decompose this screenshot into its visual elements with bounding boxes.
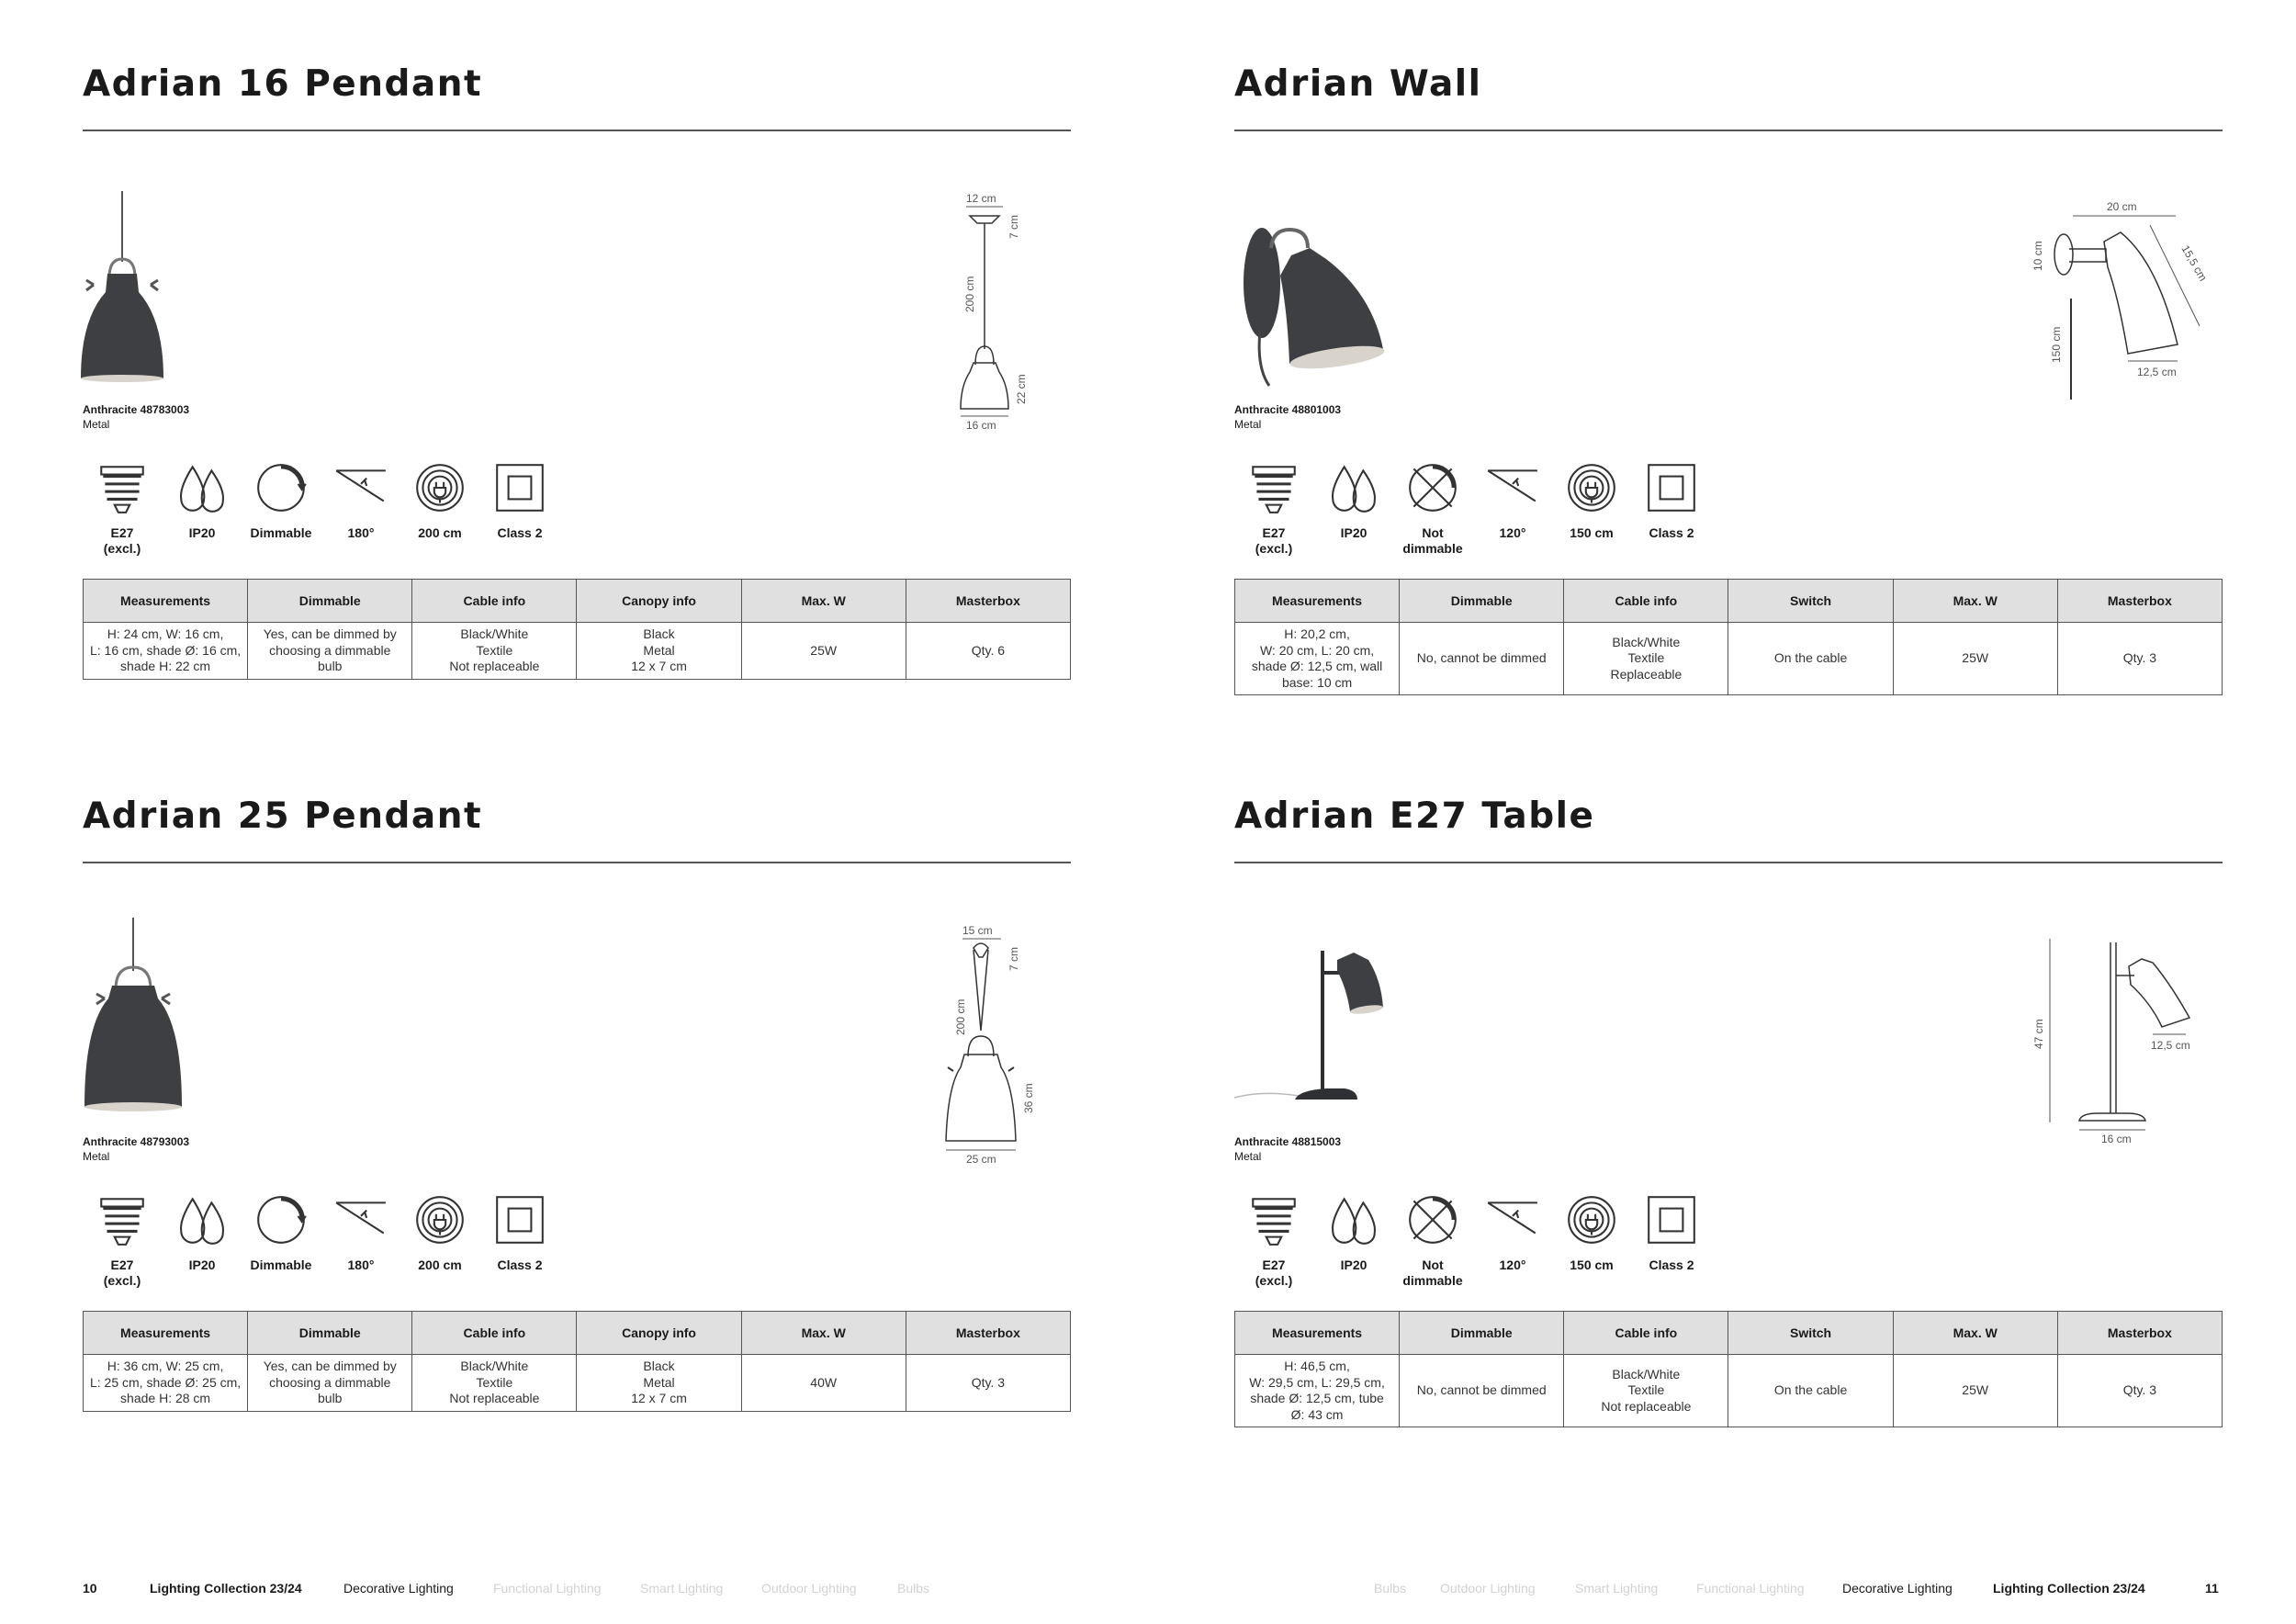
product-variant: Anthracite 48783003 — [83, 403, 190, 416]
cable-plug-icon — [1563, 459, 1620, 516]
feature-cable — [1552, 459, 1631, 541]
spec-header: Switch — [1728, 1312, 1893, 1355]
dim-top-label: 15 cm — [962, 924, 993, 937]
product-title: Adrian 25 Pendant — [83, 795, 483, 837]
title-divider — [1234, 862, 2223, 863]
product-caption — [83, 402, 189, 432]
class2-icon — [1643, 1191, 1700, 1248]
spec-cell: H: 46,5 cm, W: 29,5 cm, L: 29,5 cm, shade Ø: 12,5 cm, tube Ø: 43 cm — [1235, 1355, 1400, 1427]
nav-link-smart[interactable]: Smart Lighting — [1575, 1581, 1659, 1596]
not-dimmable-icon — [1404, 1191, 1461, 1248]
feature-e27 — [83, 1191, 162, 1289]
feature-label: Dimmable — [250, 525, 312, 540]
spec-header-row — [84, 580, 1071, 623]
spec-header: Cable info — [412, 580, 577, 623]
spec-row — [84, 1355, 1071, 1412]
collection-title: Lighting Collection 23/24 — [1993, 1581, 2145, 1596]
feature-dimmable — [242, 459, 321, 541]
dimension-drawing — [2024, 939, 2208, 1159]
spec-header: Max. W — [1893, 1312, 2057, 1355]
feature-e27 — [83, 459, 162, 557]
spec-cell: Qty. 3 — [906, 1355, 1070, 1412]
nav-link-bulbs[interactable]: Bulbs — [1374, 1581, 1407, 1596]
cable-plug-icon — [1563, 1191, 1620, 1248]
title-divider — [83, 130, 1071, 131]
spec-cell: Yes, can be dimmed by choosing a dimmable bulb — [248, 1355, 412, 1412]
spec-header: Masterbox — [906, 1312, 1070, 1355]
feature-label: Not dimmable — [1402, 525, 1463, 556]
product-photo — [1234, 907, 1427, 1127]
rotation-angle-icon — [1484, 459, 1541, 516]
spec-header-row — [84, 1312, 1071, 1355]
feature-label: 200 cm — [418, 1257, 462, 1272]
spec-cell: Black/White Textile Not replaceable — [1564, 1355, 1728, 1427]
title-divider — [1234, 130, 2223, 131]
spec-header: Max. W — [741, 1312, 906, 1355]
spec-header: Measurements — [84, 1312, 248, 1355]
e27-bulb-icon — [94, 1191, 151, 1248]
spec-header: Dimmable — [1400, 1312, 1564, 1355]
nav-link-outdoor[interactable]: Outdoor Lighting — [761, 1581, 857, 1596]
spec-cell: 25W — [1893, 623, 2057, 695]
feature-cable — [400, 459, 479, 541]
nav-link-functional[interactable]: Functional Lighting — [493, 1581, 602, 1596]
feature-label: Class 2 — [497, 525, 543, 540]
product-adrian-wall — [1234, 0, 2223, 690]
class2-icon — [491, 1191, 548, 1248]
product-adrian-e27-table — [1234, 732, 2223, 1422]
product-caption — [83, 1134, 189, 1164]
product-material: Metal — [83, 1150, 110, 1163]
ip20-drops-icon — [174, 459, 231, 516]
spec-header: Masterbox — [2057, 580, 2222, 623]
dim-canopy-label: 7 cm — [1007, 946, 1020, 971]
title-divider — [83, 862, 1071, 863]
dimension-drawing — [2020, 197, 2210, 409]
spec-cell: On the cable — [1728, 623, 1893, 695]
cable-plug-icon — [411, 1191, 468, 1248]
feature-class2 — [480, 1191, 559, 1273]
product-title: Adrian E27 Table — [1234, 795, 1595, 837]
feature-label: 200 cm — [418, 525, 462, 540]
feature-ip20 — [1314, 459, 1393, 541]
feature-angle — [321, 1191, 400, 1273]
feature-label: Class 2 — [497, 1257, 543, 1272]
product-photo — [1234, 175, 1427, 395]
spec-header: Max. W — [741, 580, 906, 623]
feature-label: IP20 — [1340, 525, 1367, 540]
product-photo — [83, 907, 276, 1127]
spec-cell: H: 36 cm, W: 25 cm, L: 25 cm, shade Ø: 25 cm, shade H: 28 cm — [84, 1355, 248, 1412]
spec-header: Max. W — [1893, 580, 2057, 623]
e27-bulb-icon — [1245, 1191, 1302, 1248]
dim-height-label: 47 cm — [2032, 1019, 2045, 1049]
page-number: 10 — [83, 1581, 97, 1596]
dim-width-label: 20 cm — [2107, 200, 2137, 213]
feature-label: E27 (excl.) — [103, 525, 141, 556]
product-title: Adrian Wall — [1234, 63, 1482, 105]
class2-icon — [1643, 459, 1700, 516]
product-adrian-25-pendant — [83, 732, 1071, 1403]
feature-label: E27 (excl.) — [103, 1257, 141, 1288]
e27-bulb-icon — [94, 459, 151, 516]
feature-ip20 — [163, 459, 242, 541]
feature-e27 — [1234, 459, 1313, 557]
nav-link-functional[interactable]: Functional Lighting — [1696, 1581, 1805, 1596]
dim-top-label: 12 cm — [966, 192, 996, 205]
spec-table — [83, 579, 1071, 680]
spec-header: Dimmable — [248, 580, 412, 623]
feature-class2 — [1632, 1191, 1711, 1273]
spec-cell: Qty. 3 — [2057, 623, 2222, 695]
dimension-drawing — [928, 188, 1047, 436]
dim-depth-label: 10 cm — [2032, 241, 2044, 271]
ip20-drops-icon — [1325, 459, 1382, 516]
spec-cell: No, cannot be dimmed — [1400, 1355, 1564, 1427]
spec-cell: Qty. 6 — [906, 623, 1070, 680]
feature-dimmable — [242, 1191, 321, 1273]
product-material: Metal — [83, 418, 110, 431]
feature-class2 — [480, 459, 559, 541]
not-dimmable-icon — [1404, 459, 1461, 516]
product-variant: Anthracite 48793003 — [83, 1135, 190, 1148]
nav-link-decorative[interactable]: Decorative Lighting — [1842, 1581, 1953, 1596]
dim-shade-label: 12,5 cm — [2151, 1039, 2190, 1052]
spec-cell: H: 20,2 cm, W: 20 cm, L: 20 cm, shade Ø: 12,5 cm, wall base: 10 cm — [1235, 623, 1400, 695]
feature-label: IP20 — [188, 525, 216, 540]
feature-ip20 — [163, 1191, 242, 1273]
dim-shade-label: 22 cm — [1015, 374, 1028, 404]
spec-header-row — [1235, 580, 2223, 623]
spec-cell: 25W — [1893, 1355, 2057, 1427]
product-caption — [1234, 1134, 1341, 1164]
dim-shade-label: 36 cm — [1022, 1083, 1035, 1113]
spec-cell: H: 24 cm, W: 16 cm, L: 16 cm, shade Ø: 16 cm, shade H: 22 cm — [84, 623, 248, 680]
nav-link-smart[interactable]: Smart Lighting — [640, 1581, 724, 1596]
nav-link-decorative[interactable]: Decorative Lighting — [343, 1581, 454, 1596]
spec-header: Masterbox — [906, 580, 1070, 623]
spec-row — [84, 623, 1071, 680]
spec-cell: Yes, can be dimmed by choosing a dimmable bulb — [248, 623, 412, 680]
feature-label: Not dimmable — [1402, 1257, 1463, 1288]
feature-angle — [1473, 1191, 1552, 1273]
feature-label: 150 cm — [1570, 1257, 1614, 1272]
spec-cell: Black/White Textile Not replaceable — [412, 623, 577, 680]
feature-label: E27 (excl.) — [1255, 1257, 1293, 1288]
dim-canopy-label: 7 cm — [1007, 214, 1020, 239]
spec-header: Cable info — [412, 1312, 577, 1355]
product-variant: Anthracite 48815003 — [1234, 1135, 1342, 1148]
feature-label: IP20 — [188, 1257, 216, 1272]
spec-header: Switch — [1728, 580, 1893, 623]
feature-class2 — [1632, 459, 1711, 541]
product-material: Metal — [1234, 1150, 1262, 1163]
nav-link-bulbs[interactable]: Bulbs — [897, 1581, 930, 1596]
product-adrian-16-pendant — [83, 0, 1071, 671]
product-variant: Anthracite 48801003 — [1234, 403, 1342, 416]
product-photo — [83, 175, 276, 395]
feature-label: Dimmable — [250, 1257, 312, 1272]
feature-label: 180° — [347, 1257, 375, 1272]
page-number: 11 — [2205, 1581, 2219, 1596]
feature-angle — [1473, 459, 1552, 541]
feature-label: 150 cm — [1570, 525, 1614, 540]
spec-table — [1234, 1311, 2223, 1427]
dimmable-icon — [253, 1191, 310, 1248]
feature-angle — [321, 459, 400, 541]
spec-row — [1235, 1355, 2223, 1427]
spec-cell: 40W — [741, 1355, 906, 1412]
spec-header: Masterbox — [2057, 1312, 2222, 1355]
spec-table — [1234, 579, 2223, 695]
feature-label: Class 2 — [1649, 525, 1694, 540]
feature-cable — [400, 1191, 479, 1273]
product-material: Metal — [1234, 418, 1262, 431]
spec-header: Dimmable — [1400, 580, 1564, 623]
dim-width-label: 16 cm — [966, 419, 996, 432]
dim-cable-label: 150 cm — [2050, 326, 2063, 363]
rotation-angle-icon — [332, 459, 389, 516]
spec-cell: On the cable — [1728, 1355, 1893, 1427]
ip20-drops-icon — [1325, 1191, 1382, 1248]
feature-label: IP20 — [1340, 1257, 1367, 1272]
dim-shade-label: 12,5 cm — [2137, 366, 2177, 378]
class2-icon — [491, 459, 548, 516]
dim-cable-label: 200 cm — [963, 276, 976, 312]
spec-table — [83, 1311, 1071, 1412]
feature-label: 120° — [1499, 525, 1526, 540]
product-caption — [1234, 402, 1341, 432]
spec-header: Measurements — [1235, 580, 1400, 623]
product-title: Adrian 16 Pendant — [83, 63, 483, 105]
spec-cell: Qty. 3 — [2057, 1355, 2222, 1427]
rotation-angle-icon — [1484, 1191, 1541, 1248]
feature-not-dimmable — [1393, 459, 1472, 557]
spec-cell: 25W — [741, 623, 906, 680]
feature-e27 — [1234, 1191, 1313, 1289]
dimmable-icon — [253, 459, 310, 516]
spec-row — [1235, 623, 2223, 695]
ip20-drops-icon — [174, 1191, 231, 1248]
spec-cell: No, cannot be dimmed — [1400, 623, 1564, 695]
spec-header: Measurements — [1235, 1312, 1400, 1355]
spec-cell: Black Metal 12 x 7 cm — [577, 623, 741, 680]
dim-width-label: 25 cm — [966, 1153, 996, 1166]
feature-cable — [1552, 1191, 1631, 1273]
feature-label: Class 2 — [1649, 1257, 1694, 1272]
spec-cell: Black Metal 12 x 7 cm — [577, 1355, 741, 1412]
spec-header-row — [1235, 1312, 2223, 1355]
collection-title: Lighting Collection 23/24 — [150, 1581, 302, 1596]
dim-base-label: 16 cm — [2101, 1133, 2132, 1145]
rotation-angle-icon — [332, 1191, 389, 1248]
dim-diag-label: 15,5 cm — [2178, 242, 2210, 284]
feature-label: E27 (excl.) — [1255, 525, 1293, 556]
spec-header: Measurements — [84, 580, 248, 623]
nav-link-outdoor[interactable]: Outdoor Lighting — [1440, 1581, 1536, 1596]
spec-header: Cable info — [1564, 580, 1728, 623]
dim-cable-label: 200 cm — [954, 998, 967, 1035]
e27-bulb-icon — [1245, 459, 1302, 516]
cable-plug-icon — [411, 459, 468, 516]
spec-cell: Black/White Textile Replaceable — [1564, 623, 1728, 695]
spec-header: Cable info — [1564, 1312, 1728, 1355]
spec-cell: Black/White Textile Not replaceable — [412, 1355, 577, 1412]
dimension-drawing — [918, 920, 1056, 1168]
feature-ip20 — [1314, 1191, 1393, 1273]
feature-label: 180° — [347, 525, 375, 540]
feature-label: 120° — [1499, 1257, 1526, 1272]
spec-header: Canopy info — [577, 1312, 741, 1355]
feature-not-dimmable — [1393, 1191, 1472, 1289]
spec-header: Dimmable — [248, 1312, 412, 1355]
spec-header: Canopy info — [577, 580, 741, 623]
